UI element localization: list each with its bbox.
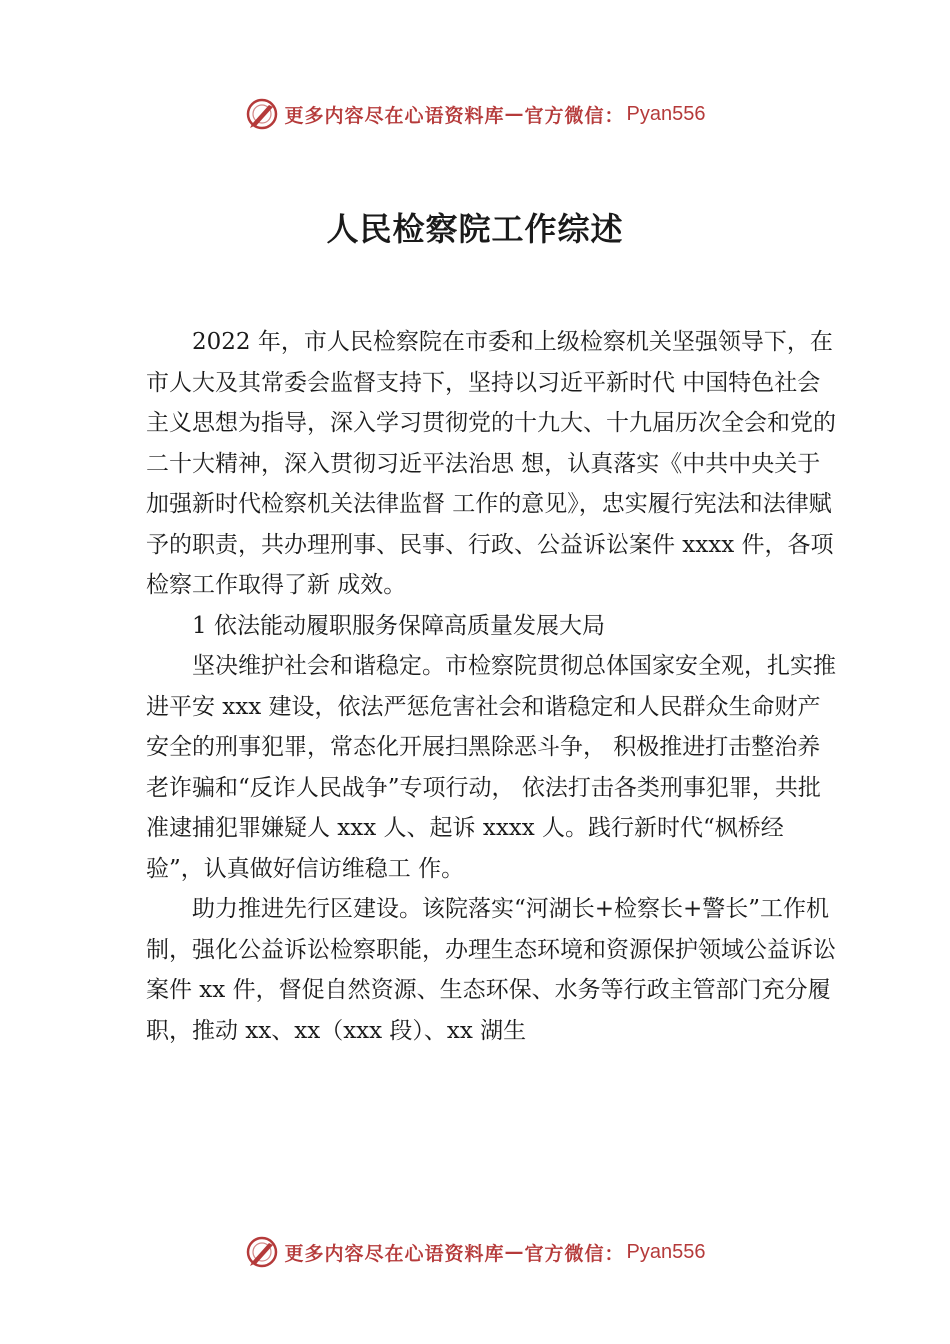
watermark-label: 官方微信： (524, 1242, 625, 1265)
watermark-wechat-id: Pyan556 (626, 102, 706, 125)
section-heading: 1 依法能动履职服务保障高质量发展大局 (192, 612, 605, 639)
paragraph-pilot-zone: 助力推进先行区建设。该院落实“河湖长+检察长+警长”工作机制，强化公益诉讼检察职能，办理生态环境和资源保护领域公益诉讼案件 xx 件，督促自然资源、生态环保、水务等行政主管部门充分履职，推动 xx、xx（xxx 段）、xx 湖生 (146, 896, 836, 1044)
watermark-separator: — (504, 1241, 525, 1263)
pen-logo-icon (245, 1235, 279, 1269)
paragraph-intro: 2022 年，市人民检察院在市委和上级检察机关坚强领导下，在市人大及其常委会监督支持下，坚持以习近平新时代 中国特色社会主义思想为指导，深入学习贯彻党的十九大、十九届历次全会和党的二十大精神，深入贯彻习近平法治思 想，认真落实《中共中央关于加强新时代检察机关法律监督 工作的意见》，忠实履行宪法和法律赋予的职责，共办理刑事、民事、行政、公益诉讼案件 xxxx 件，各项检察工作取得了新 成效。 (146, 329, 836, 598)
watermark-wechat-id: Pyan556 (626, 1240, 706, 1263)
watermark-separator: — (504, 103, 525, 125)
watermark-banner-bottom (0, 1232, 950, 1272)
watermark-brand-text: 更多内容尽在心语资料库 (284, 104, 505, 127)
watermark-banner-top (0, 94, 950, 134)
document-title: 人民检察院工作综述 (326, 210, 624, 248)
watermark-label: 官方微信： (524, 104, 625, 127)
document-body (146, 322, 836, 1051)
pen-logo-icon (245, 97, 279, 131)
paragraph-social-stability: 坚决维护社会和谐稳定。市检察院贯彻总体国家安全观，扎实推进平安 xxx 建设，依法严惩危害社会和谐稳定和人民群众生命财产安全的刑事犯罪，常态化开展扫黑除恶斗争， 积极推进打击整治养老诈骗和“反诈人民战争”专项行动， 依法打击各类刑事犯罪，共批准逮捕犯罪嫌疑人 xxx 人、起诉 xxxx 人。践行新时代“枫桥经验”，认真做好信访维稳工 作。 (146, 653, 836, 882)
watermark-brand-text: 更多内容尽在心语资料库 (284, 1242, 505, 1265)
